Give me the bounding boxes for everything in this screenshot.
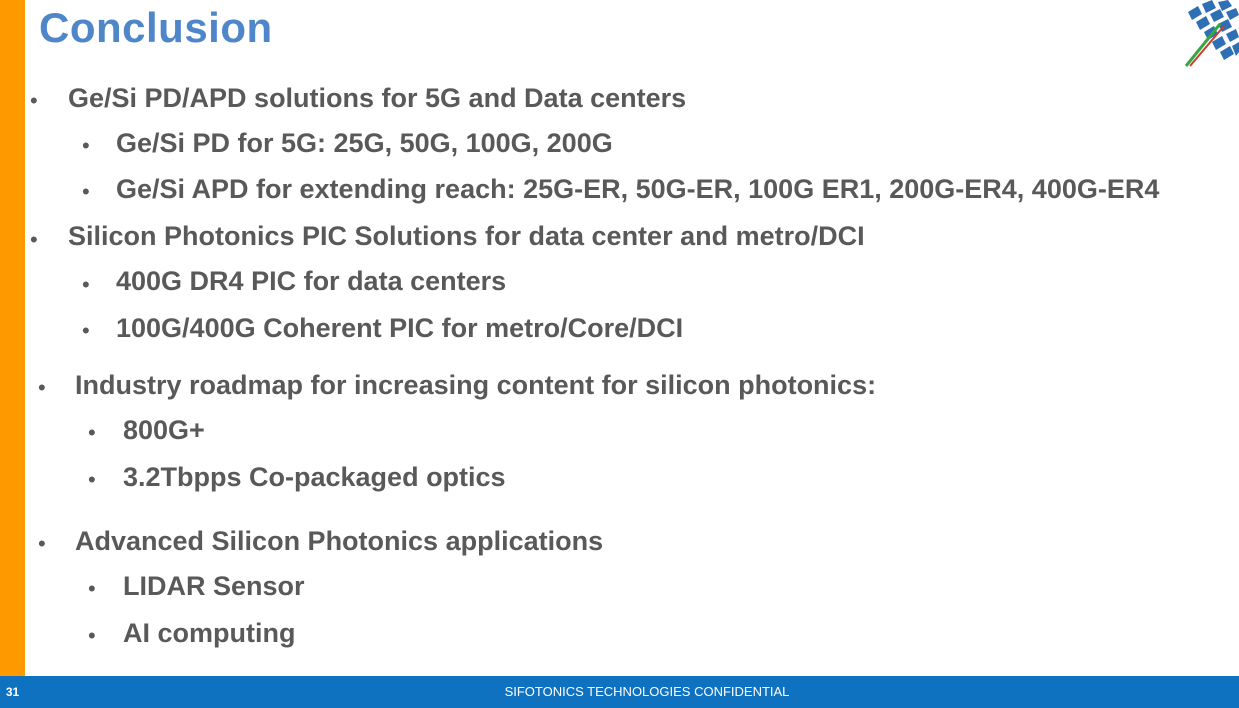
bullet-marker: •	[88, 467, 96, 492]
bullet-item-level1: Silicon Photonics PIC Solutions for data center and metro/DCI	[68, 221, 865, 251]
bullet-item-level2: Ge/Si APD for extending reach: 25G-ER, 50G-ER, 100G ER1, 200G-ER4, 400G-ER4	[116, 174, 1160, 204]
bullet-item-level1: Industry roadmap for increasing content for silicon photonics:	[75, 370, 877, 400]
bullet-item-level2: 3.2Tbpps Co-packaged optics	[123, 462, 506, 492]
page-number: 31	[0, 676, 25, 708]
bullet-marker: •	[88, 576, 96, 601]
bullet-item-level2: Ge/Si PD for 5G: 25G, 50G, 100G, 200G	[116, 128, 613, 158]
slide-title: Conclusion	[39, 4, 273, 51]
bullet-marker: •	[30, 88, 38, 113]
footer-bar	[0, 676, 1239, 708]
footer-confidential-text: SIFOTONICS TECHNOLOGIES CONFIDENTIAL	[504, 684, 790, 699]
bullet-marker: •	[88, 623, 96, 648]
bullet-marker: •	[38, 531, 46, 556]
bullet-marker: •	[82, 272, 90, 297]
bullet-item-level2: 100G/400G Coherent PIC for metro/Core/DCI	[116, 313, 684, 343]
bullet-item-level2: AI computing	[123, 618, 296, 648]
bullet-marker: •	[82, 133, 90, 158]
bullet-marker: •	[38, 375, 46, 400]
bullet-item-level2: 400G DR4 PIC for data centers	[116, 266, 507, 296]
bullet-item-level1: Advanced Silicon Photonics applications	[75, 526, 604, 556]
bullet-marker: •	[82, 179, 90, 204]
bullet-marker: •	[88, 420, 96, 445]
bullet-item-level2: LIDAR Sensor	[123, 571, 305, 601]
bullet-marker: •	[82, 318, 90, 343]
bullet-item-level1: Ge/Si PD/APD solutions for 5G and Data centers	[68, 83, 687, 113]
bullet-marker: •	[30, 227, 38, 252]
bullet-item-level2: 800G+	[123, 415, 205, 445]
